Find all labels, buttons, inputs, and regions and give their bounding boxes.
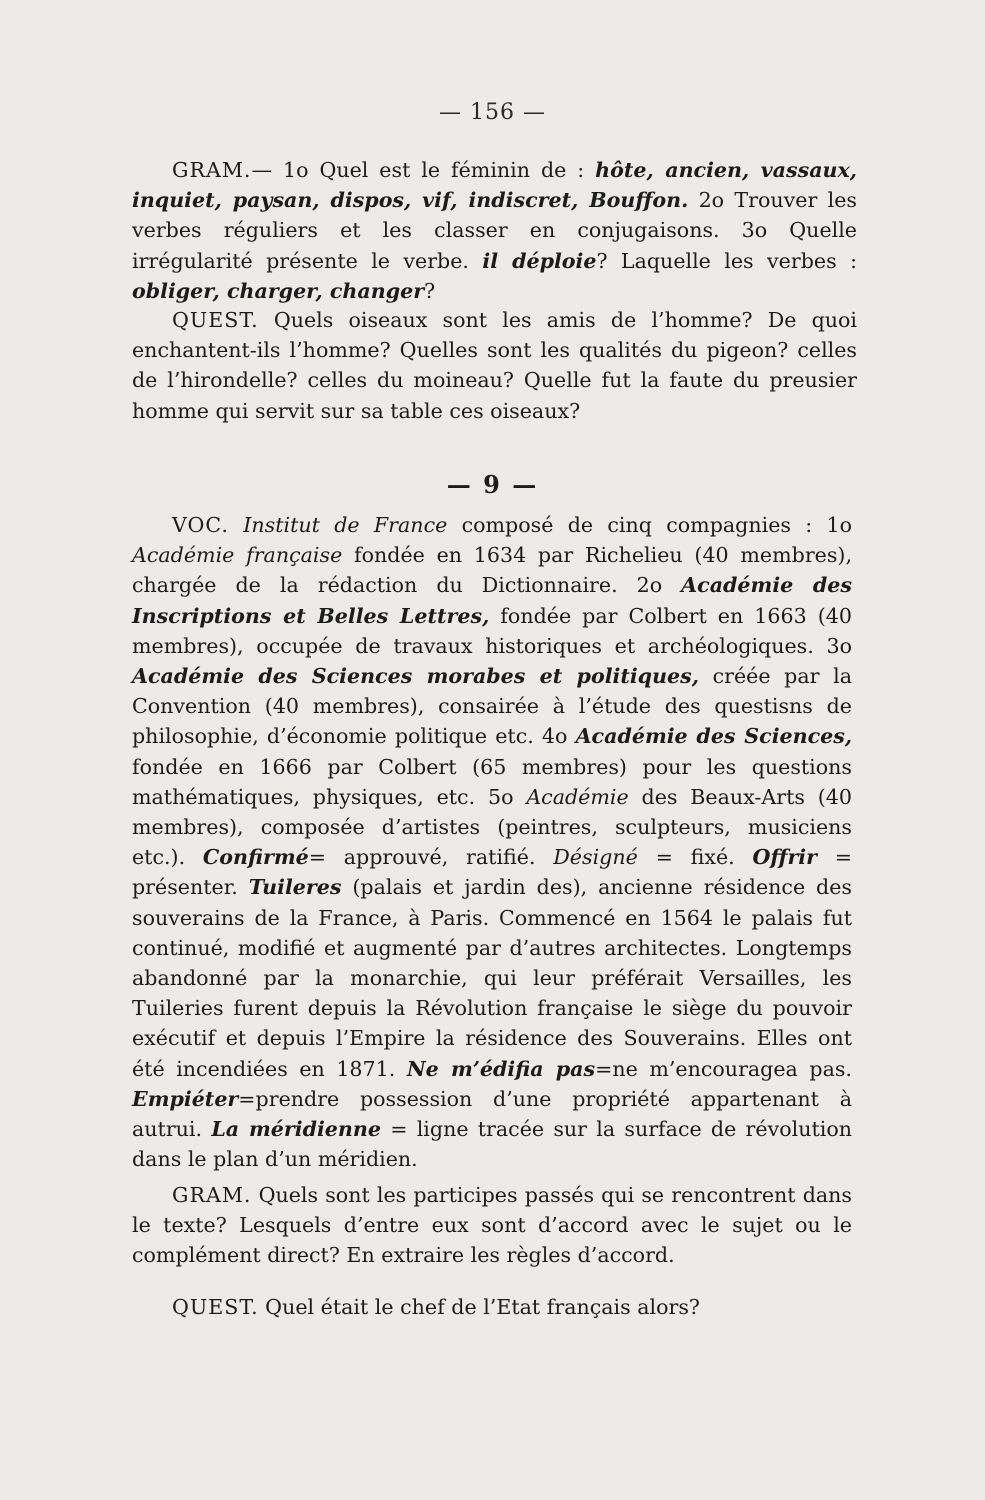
questions-1 [132,305,857,426]
vocabulary-paragraph: VOC. Institut de France composé de cinq compagnies : 1o Académie française fondée en 1634 par Richelieu (40 membres), chargée de la rédaction du Dictionnaire. 2o Académie des Inscriptions et Belles Lettres, fondée par Colbert en 1663 (40 membres), occupée de travaux historiques et archéologiques. 3o Académie des Sciences morabes et politiques, créée par la Convention (40 membres), consairée à l’étude des questisns de philosophie, d’économie politique etc. 4o Académie des Sciences, fondée en 1666 par Colbert (65 membres) pour les questions mathématiques, physiques, etc. 5o Académie des Beaux-Arts (40 membres), composée d’artistes (peintres, sculpteurs, musiciens etc.). Confirmé= approuvé, ratifié. Désigné = fixé. Offrir = présenter. Tuileres (palais et jardin des), ancienne résidence des souverains de la France, à Paris. Commencé en 1564 le palais fut continué, modifié et augmenté par d’autres architectes. Longtemps abandonné par la monarchie, qui leur préférait Versailles, les Tuileries furent depuis la Révolution française le siège du pouvoir exécutif et depuis l’Empire la résidence des Souverains. Elles ont été incendiées en 1871. Ne m’édifia pas=ne m’encouragea pas. Empiéter=prendre possession d’une propriété appartenant à autrui. La méridienne = ligne tracée sur la surface de révolution dans le plan d’un méridien. [132,513,853,1172]
section-number: — 9 — [446,470,539,499]
quest-label: QUEST. [172,1295,259,1319]
grammar-paragraph-1: GRAM.— 1o Quel est le féminin de : hôte, ancien, vassaux, inquiet, paysan, dispos, vif, indiscret, Bouffon. 2o Trouver les verbes réguliers et les classer en conjugaisons. 3o Quelle irrégularité présente le verbe. il déploie? Laquelle les verbes : obliger, charger, changer? [132,158,858,303]
grammar-exercise-2 [132,1180,852,1271]
grammar-exercise-1 [132,155,857,306]
voc-label: VOC. [172,513,229,537]
questions-paragraph-2: QUEST. Quel était le chef de l’Etat français alors? [172,1295,700,1319]
grammar-paragraph-2: GRAM. Quels sont les participes passés qui se rencontrent dans le texte? Lesquels d’entre eux sont d’accord avec le sujet ou le complément direct? En extraire les règles d’accord. [132,1183,852,1268]
page-number: — 156 — [439,100,546,125]
questions-2 [132,1292,852,1322]
gram-label: GRAM. [172,1183,252,1207]
vocabulary-section [132,510,852,1174]
gram-label: GRAM. [172,158,252,182]
quest-label: QUEST. [172,308,259,332]
questions-paragraph-1: QUEST. Quels oiseaux sont les amis de l’homme? De quoi enchantent-ils l’homme? Quelles sont les qualités du pigeon? celles de l’hirondelle? celles du moineau? Quelle fut la faute du preusier homme qui servit sur sa table ces oiseaux? [132,308,857,423]
